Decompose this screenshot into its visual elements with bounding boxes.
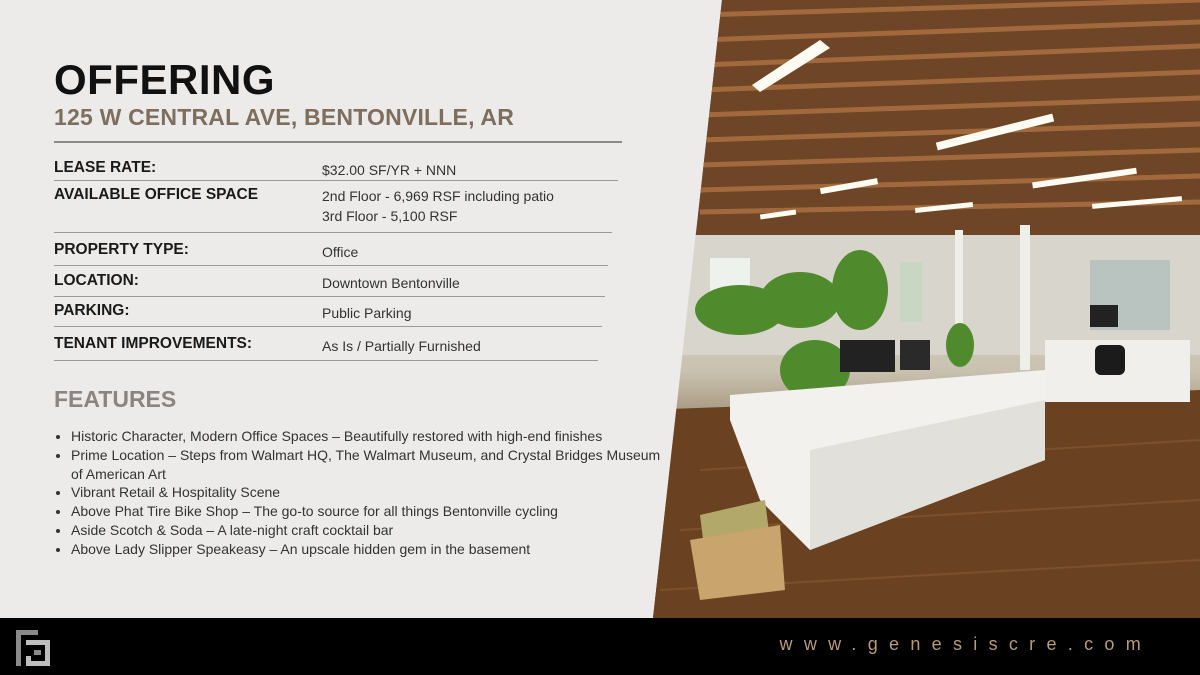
row-divider — [54, 232, 612, 233]
property-address: 125 W CENTRAL AVE, BENTONVILLE, AR — [54, 104, 515, 130]
row-divider — [54, 360, 598, 361]
detail-label: PARKING: — [54, 302, 130, 319]
row-divider — [54, 180, 618, 181]
feature-item: • Above Lady Slipper Speakeasy – An upscale hidden gem in the basement — [71, 540, 661, 559]
features-heading: FEATURES — [54, 386, 177, 412]
footer-bar — [0, 618, 1200, 675]
detail-value: Downtown Bentonville — [322, 275, 460, 291]
row-divider — [54, 326, 602, 327]
feature-item: • Aside Scotch & Soda – A late-night craft cocktail bar — [71, 521, 661, 540]
detail-value: $32.00 SF/YR + NNN — [322, 162, 457, 178]
feature-item: • Above Phat Tire Bike Shop – The go-to source for all things Bentonville cycling — [71, 502, 661, 521]
detail-label: PROPERTY TYPE: — [54, 241, 189, 258]
detail-value-line: 2nd Floor - 6,969 RSF including patio — [322, 188, 554, 204]
detail-label: LOCATION: — [54, 272, 139, 289]
detail-value-line: 3rd Floor - 5,100 RSF — [322, 208, 458, 224]
detail-label: TENANT IMPROVEMENTS: — [54, 335, 253, 352]
detail-value: As Is / Partially Furnished — [322, 338, 481, 354]
row-divider — [54, 296, 605, 297]
feature-item: • Vibrant Retail & Hospitality Scene — [71, 483, 661, 502]
detail-value — [322, 186, 554, 226]
genesis-logo-icon — [12, 626, 54, 675]
detail-label: LEASE RATE: — [54, 159, 157, 176]
features-list — [54, 427, 661, 559]
detail-value: Office — [322, 244, 359, 260]
row-divider — [54, 265, 608, 266]
page-title: OFFERING — [54, 56, 275, 103]
detail-value: Public Parking — [322, 305, 412, 321]
feature-item: • Historic Character, Modern Office Spaces – Beautifully restored with high-end finishes — [71, 427, 661, 446]
detail-label: AVAILABLE OFFICE SPACE — [54, 186, 259, 203]
title-divider — [54, 141, 622, 143]
feature-item: • Prime Location – Steps from Walmart HQ, The Walmart Museum, and Crystal Bridges Museum of American Art — [71, 446, 661, 484]
website-link[interactable]: www.genesiscre.com — [779, 634, 1152, 654]
